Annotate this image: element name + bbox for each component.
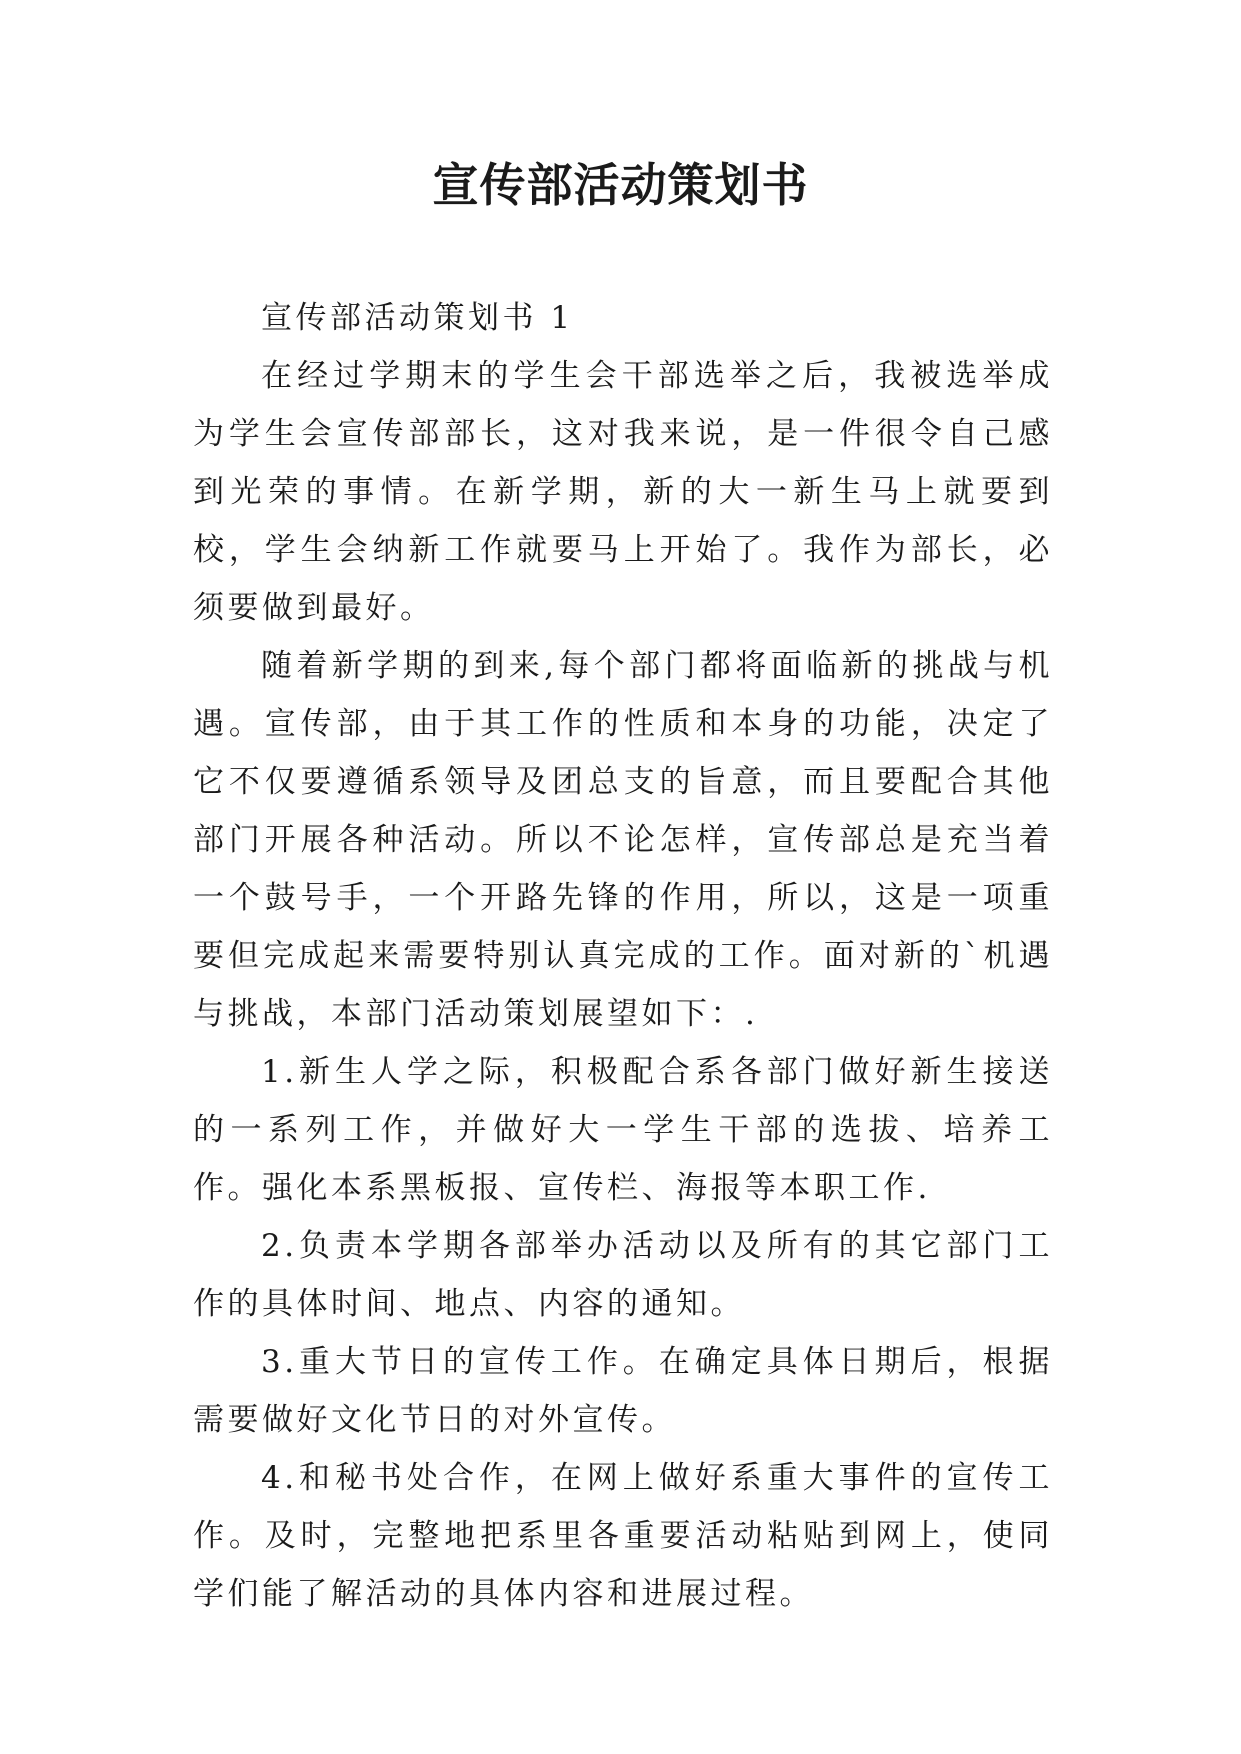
document-title: 宣传部活动策划书 [432, 158, 809, 212]
list-item: 4.和秘书处合作，在网上做好系重大事件的宣传工作。及时，完整地把系里各重要活动粘贴到网上，使同学们能了解活动的具体内容和进展过程。 [193, 1460, 1053, 1612]
list-item: 2.负责本学期各部举办活动以及所有的其它部门工作的具体时间、地点、内容的通知。 [193, 1228, 1053, 1322]
document-body [193, 289, 1053, 1623]
section-heading: 宣传部活动策划书 1 [261, 300, 574, 336]
body-paragraph: 在经过学期末的学生会干部选举之后，我被选举成为学生会宣传部部长，这对我来说，是一件很令自己感到光荣的事情。在新学期，新的大一新生马上就要到校，学生会纳新工作就要马上开始了。我作为部长，必须要做到最好。 [193, 358, 1053, 626]
body-paragraph: 随着新学期的到来,每个部门都将面临新的挑战与机遇。宣传部，由于其工作的性质和本身的功能，决定了它不仅要遵循系领导及团总支的旨意，而且要配合其他部门开展各种活动。所以不论怎样，宣传部总是充当着一个鼓号手，一个开路先锋的作用，所以，这是一项重要但完成起来需要特别认真完成的工作。面对新的`机遇与挑战，本部门活动策划展望如下：. [193, 648, 1053, 1032]
list-item: 1.新生人学之际，积极配合系各部门做好新生接送的一系列工作，并做好大一学生干部的选拔、培养工作。强化本系黑板报、宣传栏、海报等本职工作. [193, 1054, 1053, 1206]
list-item: 3.重大节日的宣传工作。在确定具体日期后，根据需要做好文化节日的对外宣传。 [193, 1344, 1053, 1438]
